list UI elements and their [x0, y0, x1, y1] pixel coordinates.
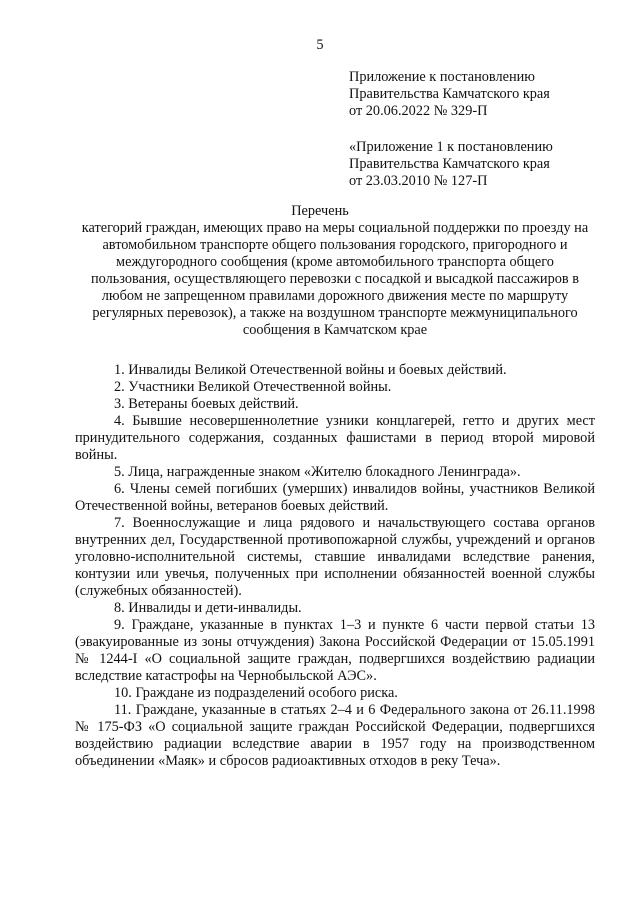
document-title: Перечень: [291, 203, 349, 219]
appendix-original-line: «Приложение 1 к постановлению: [349, 139, 553, 155]
list-item: 4. Бывшие несовершеннолетние узники концлагерей, гетто и других мест принудительного содержания, созданных фашистами в период второй мировой войны.: [75, 413, 595, 463]
list-item: 5. Лица, награжденные знаком «Жителю блокадного Ленинграда».: [114, 464, 521, 480]
appendix-current-line: от 20.06.2022 № 329-П: [349, 103, 488, 119]
list-item: 1. Инвалиды Великой Отечественной войны и боевых действий.: [114, 362, 507, 378]
categories-list: [75, 362, 595, 770]
list-item: 3. Ветераны боевых действий.: [114, 396, 299, 412]
list-item: 11. Граждане, указанные в статьях 2–4 и 6 Федерального закона от 26.11.1998 № 175-ФЗ «О социальной защите граждан Российской Федерации, подвергшихся воздействию радиации вследствие аварии в 1957 году на производственном объединении «Маяк» и сбросов радиоактивных отходов в реку Теча».: [75, 702, 595, 769]
page-number: 5: [316, 37, 324, 53]
list-item: 2. Участники Великой Отечественной войны.: [114, 379, 392, 395]
appendix-current-line: Правительства Камчатского края: [349, 86, 550, 102]
document-subtitle: категорий граждан, имеющих право на меры социальной поддержки по проезду на автомобильном транспорте общего пользования городского, пригородного и междугородного сообщения (кроме автомобильного транспорта общего пользования, осуществляющего перевозки с посадкой и высадкой пассажиров в любом не запрещенном правилами дорожного движения месте по маршруту регулярных перевозок), а также на воздушном транспорте межмуниципального сообщения в Камчатском крае: [81, 220, 589, 338]
list-item: 6. Члены семей погибших (умерших) инвалидов войны, участников Великой Отечественной войны, ветеранов боевых действий.: [75, 481, 595, 514]
list-item: 7. Военнослужащие и лица рядового и начальствующего состава органов внутренних дел, Государственной противопожарной службы, учреждений и органов уголовно-исполнительной системы, ставшие инвалидами вследствие ранения, контузии или увечья, полученных при исполнении обязанностей военной службы (служебных обязанностей).: [75, 515, 595, 599]
appendix-original-line: от 23.03.2010 № 127-П: [349, 173, 488, 189]
list-item: 9. Граждане, указанные в пунктах 1–3 и пункте 6 части первой статьи 13 (эвакуированные из зоны отчуждения) Закона Российской Федерации от 15.05.1991 № 1244-I «О социальной защите граждан, подвергшихся воздействию радиации вследствие катастрофы на Чернобыльской АЭС».: [75, 617, 595, 684]
appendix-current-line: Приложение к постановлению: [349, 69, 535, 85]
appendix-current-block: [349, 69, 595, 120]
appendix-original-line: Правительства Камчатского края: [349, 156, 550, 172]
list-item: 8. Инвалиды и дети-инвалиды.: [114, 600, 302, 616]
list-item: 10. Граждане из подразделений особого риска.: [114, 685, 398, 701]
appendix-original-block: [349, 139, 595, 190]
